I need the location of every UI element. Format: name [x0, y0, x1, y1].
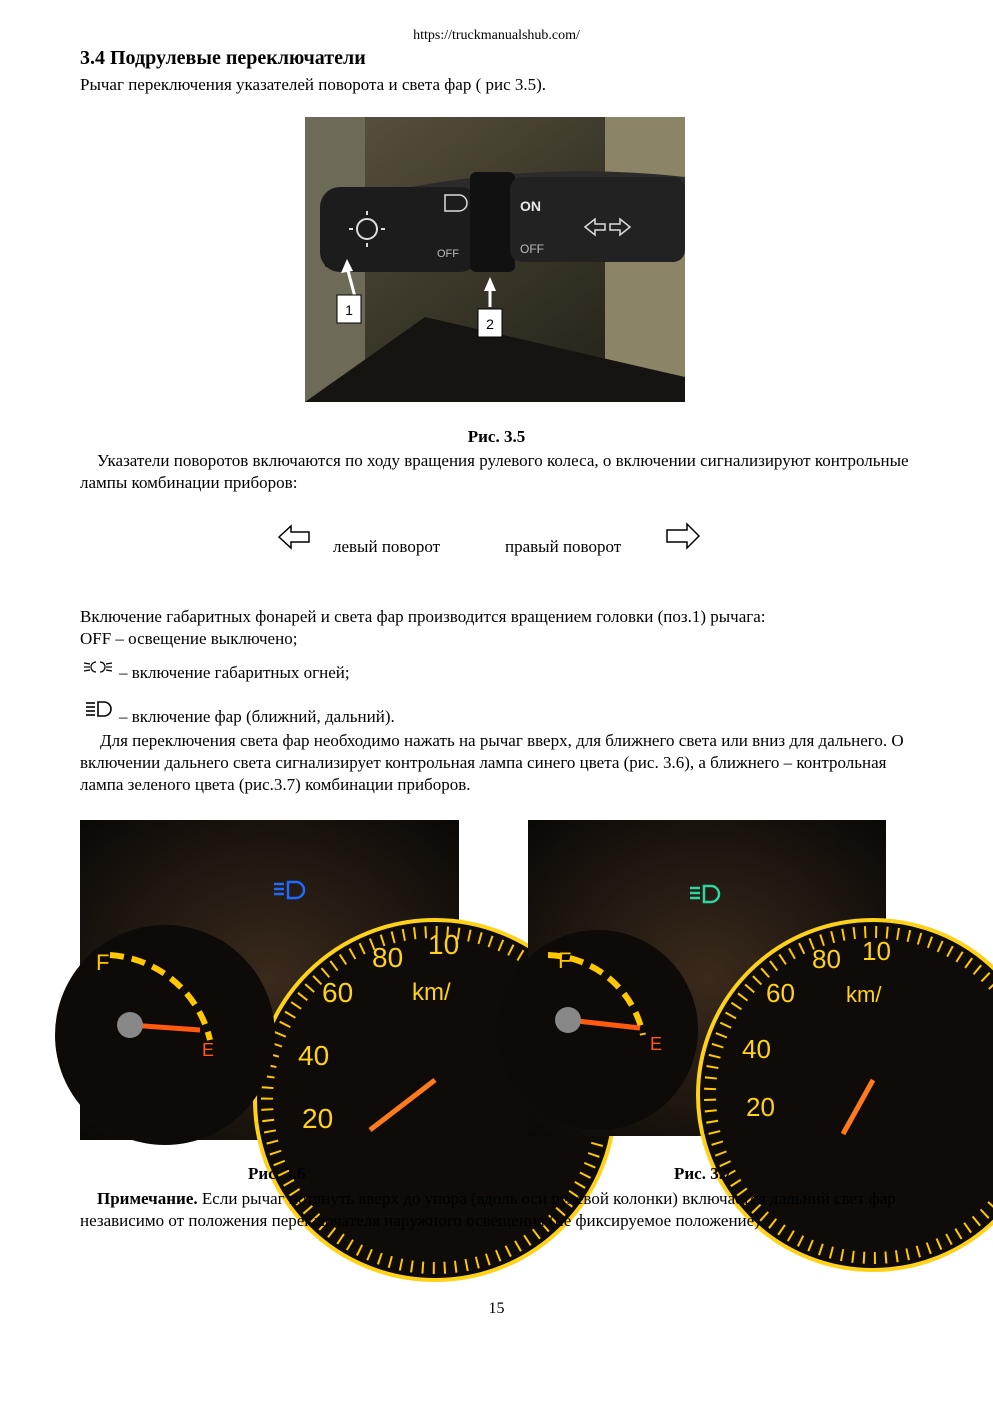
headlight-icon [85, 700, 117, 718]
fuel-e: E [650, 1034, 663, 1054]
figure-3-6-caption: Рис. 3.6 [248, 1164, 306, 1183]
tick-40: 40 [298, 1040, 330, 1071]
beam-paragraph: Для переключения света фар необходимо нажать на рычаг вверх, для ближнего света или вниз для дальнего. О включении дальнего света сигнализирует контрольная лампа синего цвета (рис. 3.6), а ближнего – контрольная лампа зеленого цвета (рис.3.7) комбинации приборов. [80, 731, 904, 794]
cluster-high-beam-photo [80, 820, 459, 1140]
fuel-f: F [558, 948, 572, 973]
stalk-photo [305, 117, 685, 402]
fuel-e: E [202, 1040, 215, 1060]
tick-80: 80 [372, 942, 404, 973]
on-label: ON [520, 198, 541, 214]
left-arrow-outline-icon [277, 524, 311, 550]
lights-off-line: OFF – освещение выключено; [80, 629, 298, 648]
tick-60: 60 [322, 977, 354, 1008]
right-arrow-outline-icon [665, 522, 701, 550]
tick-20: 20 [302, 1103, 334, 1134]
note-paragraph [80, 1188, 910, 1232]
page-number: 15 [488, 1300, 505, 1317]
tick-10: 10 [862, 936, 891, 966]
parking-lights-line: – включение габаритных огней; [119, 663, 350, 682]
headlight-line: – включение фар (ближний, дальний). [119, 707, 395, 726]
tick-40: 40 [742, 1034, 771, 1064]
tick-60: 60 [766, 978, 795, 1008]
off-small-label: OFF [437, 248, 459, 260]
speed-unit: km/ [412, 979, 451, 1006]
figure-3-5-caption: Рис. 3.5 [467, 427, 526, 446]
right-turn-label: правый поворот [505, 537, 622, 556]
speed-unit: km/ [846, 982, 882, 1007]
parking-lights-icon [82, 659, 118, 675]
figure-3-7-caption: Рис. 3.7 [674, 1164, 732, 1183]
tick-80: 80 [812, 944, 841, 974]
left-turn-label: левый поворот [333, 537, 441, 556]
source-url: https://truckmanualshub.com/ [413, 28, 580, 43]
cluster-low-beam-photo [528, 820, 891, 1136]
callout-1: 1 [345, 302, 353, 318]
note-text: Если рычаг потянуть вверх до упора (вдоль оси рулевой колонки) включается дальний свет фар независимо от положения переключателя наружного освещения (не фиксируемое положение). [80, 1189, 896, 1230]
intro-text: Рычаг переключения указателей поворота и света фар ( рис 3.5). [80, 75, 547, 94]
section-title: 3.4 Подрулевые переключатели [80, 47, 366, 69]
note-label: Примечание. [97, 1189, 198, 1208]
callout-2: 2 [486, 316, 494, 332]
tick-20: 20 [746, 1092, 775, 1122]
lights-intro: Включение габаритных фонарей и света фар производится вращением головки (поз.1) рычага: [80, 607, 766, 626]
tick-10: 10 [428, 929, 460, 960]
fuel-f: F [96, 950, 110, 975]
off-label: OFF [520, 242, 544, 256]
turn-signals-paragraph: Указатели поворотов включаются по ходу вращения рулевого колеса, о включении сигнализируют контрольные лампы комбинации приборов: [80, 451, 909, 492]
